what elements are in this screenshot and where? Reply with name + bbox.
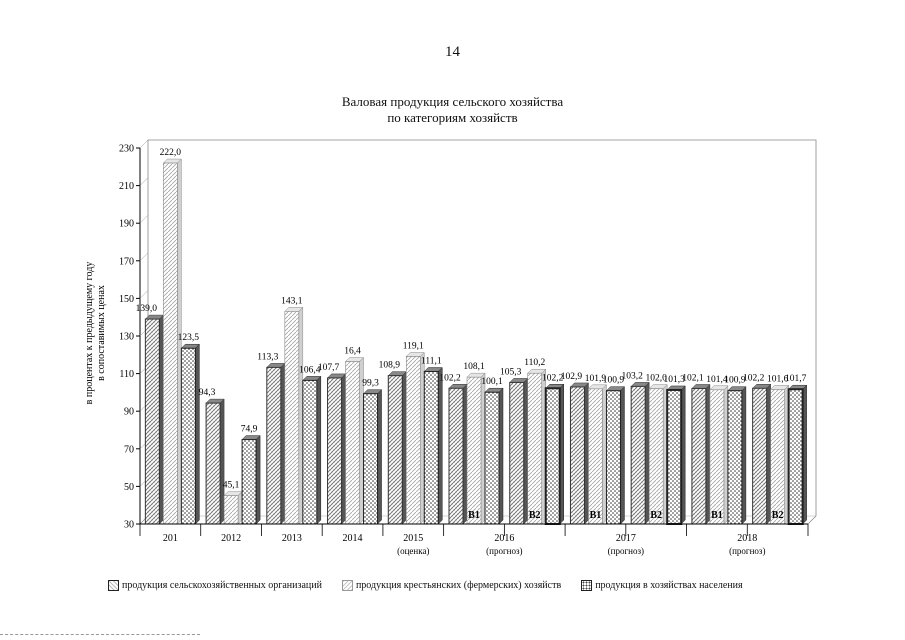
bar-group-2-series-1 bbox=[285, 307, 303, 524]
x-tick-label: 201 bbox=[162, 533, 178, 544]
bar-group-7-series-1 bbox=[588, 385, 606, 524]
bar bbox=[692, 388, 706, 524]
y-tick-label: 130 bbox=[119, 331, 134, 343]
legend-item-organizations bbox=[108, 580, 322, 591]
bar bbox=[710, 390, 724, 524]
x-tick-sublabel: (прогноз) bbox=[486, 546, 523, 556]
x-tick-label: 2018 bbox=[737, 533, 758, 544]
y-tick-depth bbox=[140, 253, 148, 261]
bar-side bbox=[645, 382, 649, 524]
bar-group-3-series-1 bbox=[346, 358, 364, 524]
data-label: 111,1 bbox=[420, 356, 442, 367]
bar-side bbox=[438, 368, 442, 524]
data-label: 103,2 bbox=[621, 371, 643, 382]
y-tick-depth bbox=[140, 140, 148, 148]
y-tick-label: 90 bbox=[124, 406, 134, 418]
x-tick-label: 2017 bbox=[615, 533, 636, 544]
data-label: 101,6 bbox=[766, 374, 789, 385]
bar-side bbox=[378, 390, 382, 524]
bar bbox=[771, 389, 785, 524]
data-label: 100,9 bbox=[724, 375, 746, 386]
y-tick-depth bbox=[140, 178, 148, 186]
legend bbox=[108, 580, 743, 591]
bar bbox=[406, 356, 420, 524]
x-tick-label: 2014 bbox=[342, 533, 363, 544]
x-tick-label: 2015 bbox=[403, 533, 424, 544]
bar-group-1-series-0 bbox=[206, 399, 224, 524]
legend-item-households bbox=[581, 580, 742, 591]
bar-side bbox=[420, 352, 424, 524]
bar-group-0-series-2 bbox=[181, 344, 199, 524]
bar-side bbox=[481, 373, 485, 524]
bar bbox=[631, 386, 645, 524]
bar-group-6-series-1 bbox=[528, 369, 546, 524]
y-axis bbox=[119, 140, 148, 531]
bar bbox=[328, 378, 342, 524]
bar bbox=[163, 163, 177, 524]
y-tick-label: 170 bbox=[119, 256, 134, 268]
variant-label: В1 bbox=[589, 510, 602, 521]
variant-label: В2 bbox=[528, 510, 541, 521]
bar-side bbox=[195, 344, 199, 524]
data-label: 105,3 bbox=[500, 367, 522, 378]
y-tick-label: 190 bbox=[119, 218, 134, 230]
bar-side bbox=[159, 315, 163, 524]
footer-rule bbox=[0, 634, 200, 635]
legend-label-farms: продукция крестьянских (фермерских) хозяйств bbox=[355, 580, 562, 591]
data-label: 110,2 bbox=[524, 358, 546, 369]
bar bbox=[546, 388, 560, 524]
bar-group-8-series-0 bbox=[631, 382, 649, 524]
bar-group-4-series-1 bbox=[406, 352, 424, 524]
bar bbox=[181, 348, 195, 524]
bar bbox=[485, 392, 499, 524]
y-tick-label: 30 bbox=[124, 519, 134, 531]
legend-swatch-households bbox=[581, 580, 592, 591]
y-tick-label: 230 bbox=[119, 143, 134, 155]
data-label: 100,1 bbox=[481, 377, 503, 388]
bar-group-5-series-1 bbox=[467, 373, 485, 524]
bar-group-0-series-0 bbox=[145, 315, 163, 524]
legend-swatch-farms bbox=[342, 580, 353, 591]
bar-group-8-series-2 bbox=[667, 386, 685, 524]
data-label: 102,9 bbox=[560, 371, 583, 382]
bar-group-4-series-0 bbox=[388, 372, 406, 524]
bar-group-9-series-1 bbox=[710, 386, 728, 524]
bar-group-5-series-2 bbox=[485, 388, 503, 524]
bar bbox=[606, 391, 620, 524]
bar-side bbox=[620, 387, 624, 524]
y-axis-label-line-2: в сопоставимых ценах bbox=[96, 285, 107, 381]
plot-floor-edge bbox=[808, 516, 816, 524]
bar bbox=[467, 377, 481, 524]
bar-group-2-series-2 bbox=[303, 376, 321, 524]
bar-side bbox=[724, 386, 728, 524]
bar-side bbox=[256, 436, 260, 524]
y-tick-label: 150 bbox=[119, 293, 134, 305]
bar-group-10-series-2 bbox=[789, 385, 807, 524]
data-label: 74,9 bbox=[240, 424, 258, 435]
y-tick-label: 210 bbox=[119, 181, 134, 193]
bar bbox=[267, 367, 281, 524]
bar-group-3-series-2 bbox=[364, 390, 382, 524]
bar bbox=[424, 372, 438, 524]
variant-label: В1 bbox=[711, 510, 723, 521]
bar bbox=[224, 496, 238, 524]
chart-title-line-2: по категориям хозяйств bbox=[387, 110, 518, 125]
chart-title-line-1: Валовая продукция сельского хозяйства bbox=[341, 94, 564, 109]
bar bbox=[242, 440, 256, 524]
legend-label-organizations: продукция сельскохозяйственных организаций bbox=[122, 580, 322, 591]
data-label: 102,2 bbox=[439, 373, 461, 384]
bar bbox=[303, 380, 317, 524]
data-label: 100,9 bbox=[602, 375, 625, 386]
bar-group-5-series-0 bbox=[449, 384, 467, 524]
bar bbox=[346, 362, 360, 524]
data-label: 102,1 bbox=[682, 373, 704, 384]
legend-item-farms bbox=[342, 580, 561, 591]
bar bbox=[528, 373, 542, 524]
data-label: 107,7 bbox=[317, 362, 340, 373]
bar-side bbox=[499, 388, 503, 524]
bar-group-7-series-0 bbox=[570, 383, 588, 524]
bar-group-1-series-2 bbox=[242, 436, 260, 524]
data-label: 108,9 bbox=[378, 360, 400, 371]
y-tick-depth bbox=[140, 290, 148, 298]
bar-side bbox=[602, 385, 606, 524]
legend-swatch-organizations bbox=[108, 580, 119, 591]
bar-group-8-series-1 bbox=[649, 385, 667, 524]
bar-side bbox=[706, 384, 710, 524]
bar bbox=[753, 388, 767, 524]
bar-group-2-series-0 bbox=[267, 363, 285, 524]
data-label: 101,9 bbox=[584, 373, 607, 384]
bar bbox=[388, 376, 402, 524]
bar-group-6-series-2 bbox=[546, 384, 564, 524]
data-label: 99,3 bbox=[362, 378, 379, 389]
bar bbox=[510, 382, 524, 524]
bar-side bbox=[317, 376, 321, 524]
data-label: 139,0 bbox=[135, 304, 158, 315]
data-label: 113,3 bbox=[257, 352, 279, 363]
bar bbox=[206, 403, 220, 524]
data-label: 101,3 bbox=[663, 374, 685, 385]
bar-side bbox=[402, 372, 406, 524]
data-label: 16,4 bbox=[344, 346, 361, 357]
variant-label: В2 bbox=[771, 510, 784, 521]
data-label: 101,4 bbox=[706, 374, 728, 385]
bar bbox=[145, 319, 159, 524]
bars bbox=[136, 148, 807, 524]
bar bbox=[667, 390, 681, 524]
bar-group-6-series-0 bbox=[510, 378, 528, 524]
data-label: 102,0 bbox=[645, 373, 667, 384]
bar-side bbox=[767, 384, 771, 524]
bar-group-9-series-0 bbox=[692, 384, 710, 524]
bar-group-4-series-2 bbox=[424, 368, 442, 524]
bar-side bbox=[220, 399, 224, 524]
bar-group-9-series-2 bbox=[728, 387, 746, 524]
bar-group-3-series-0 bbox=[328, 374, 346, 524]
bar-side bbox=[238, 492, 242, 524]
bar-side bbox=[524, 378, 528, 524]
y-tick-label: 50 bbox=[124, 481, 134, 493]
bar bbox=[449, 388, 463, 524]
variant-label: В1 bbox=[468, 510, 480, 521]
data-label: 94,3 bbox=[198, 388, 216, 399]
data-label: 143,1 bbox=[281, 296, 303, 307]
page-number: 14 bbox=[445, 44, 460, 60]
bar-side bbox=[584, 383, 588, 524]
bar bbox=[728, 391, 742, 524]
bar-group-1-series-1 bbox=[224, 492, 242, 524]
bar-group-10-series-1 bbox=[771, 385, 789, 524]
x-tick-label: 2016 bbox=[494, 533, 515, 544]
x-tick-sublabel: (прогноз) bbox=[729, 546, 766, 556]
x-axis bbox=[140, 524, 808, 556]
data-label: 106,4 bbox=[299, 365, 321, 376]
bar bbox=[789, 389, 803, 524]
x-tick-sublabel: (прогноз) bbox=[607, 546, 645, 556]
y-tick-depth bbox=[140, 215, 148, 223]
bar-side bbox=[281, 363, 285, 524]
data-label: 101,7 bbox=[784, 374, 807, 385]
legend-label-households: продукция в хозяйствах населения bbox=[595, 580, 743, 591]
variant-label: В2 bbox=[650, 510, 663, 521]
data-label: 102,2 bbox=[742, 373, 765, 384]
data-label: 119,1 bbox=[402, 341, 424, 352]
y-tick-label: 70 bbox=[124, 444, 134, 456]
data-label: 108,1 bbox=[463, 362, 485, 373]
bar bbox=[285, 311, 299, 524]
bar bbox=[364, 394, 378, 524]
data-label: 102,2 bbox=[542, 373, 564, 384]
bar-group-10-series-0 bbox=[753, 384, 771, 524]
bar-side bbox=[342, 374, 346, 524]
y-tick-label: 110 bbox=[119, 369, 134, 381]
x-tick-sublabel: (оценка) bbox=[397, 546, 430, 556]
bar-group-7-series-2 bbox=[606, 387, 624, 524]
bar-side bbox=[463, 384, 467, 524]
y-axis-label-line-1: в процентах к предыдущему году bbox=[84, 261, 95, 405]
bar-side bbox=[299, 307, 303, 524]
data-label: 222,0 bbox=[159, 148, 182, 159]
x-tick-label: 2013 bbox=[281, 533, 302, 544]
bar bbox=[588, 389, 602, 524]
bar-side bbox=[742, 387, 746, 524]
x-tick-label: 2012 bbox=[221, 533, 242, 544]
bar bbox=[649, 389, 663, 524]
data-label: 123,5 bbox=[177, 333, 200, 344]
data-label: 45,1 bbox=[222, 480, 240, 491]
bar bbox=[570, 387, 584, 524]
